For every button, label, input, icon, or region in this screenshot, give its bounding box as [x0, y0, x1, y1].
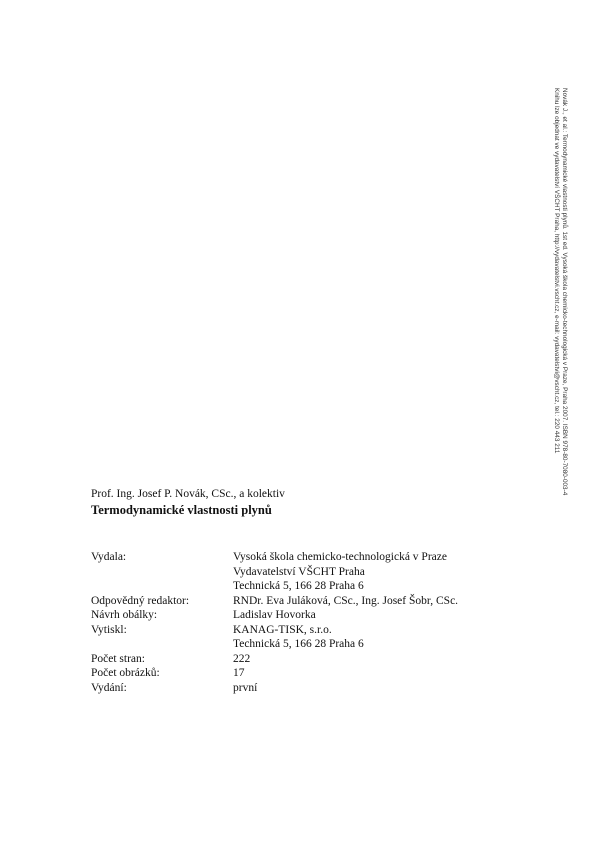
imprint-label: Návrh obálky:: [91, 609, 158, 621]
imprint-value: první: [233, 681, 258, 694]
book-author: Prof. Ing. Josef P. Novák, CSc., a kolektiv: [91, 488, 285, 500]
imprint-label: [91, 579, 233, 594]
imprint-value: Vysoká škola chemicko-technologická v Praze: [233, 551, 447, 563]
side-citation-note: [552, 88, 568, 495]
imprint-label: Vytiskl:: [91, 623, 127, 636]
imprint-row: [91, 565, 458, 580]
imprint-label: Počet obrázků:: [91, 667, 160, 679]
imprint-label: Odpovědný redaktor:: [91, 594, 190, 607]
imprint-table: [91, 550, 458, 695]
citation-line: Novák J., et al.: Termodynamické vlastnosti plynů. 1st ed. Vysoká škola chemicko-technologická v Praze, Praha 2007. ISBN 978-80-7080-003-4: [561, 88, 568, 496]
imprint-value: Technická 5, 166 28 Praha 6: [233, 580, 364, 592]
book-title: Termodynamické vlastnosti plynů: [91, 503, 272, 517]
imprint-row: [91, 579, 458, 594]
imprint-value: Ladislav Hovorka: [233, 609, 316, 621]
imprint-value: 17: [233, 667, 245, 679]
imprint-row: [91, 608, 458, 623]
imprint-row: [91, 652, 458, 667]
imprint-label: [91, 637, 233, 652]
imprint-row: [91, 666, 458, 681]
imprint-value: Technická 5, 166 28 Praha 6: [233, 638, 364, 650]
imprint-value: KANAG-TISK, s.r.o.: [233, 623, 332, 636]
imprint-value: 222: [233, 652, 251, 665]
imprint-value: Vydavatelství VŠCHT Praha: [233, 565, 365, 578]
imprint-row: [91, 637, 458, 652]
imprint-label: [91, 565, 233, 580]
imprint-value: RNDr. Eva Juláková, CSc., Ing. Josef Šobr, CSc.: [233, 594, 459, 607]
imprint-row: [91, 623, 458, 638]
imprint-label: Počet stran:: [91, 652, 145, 665]
imprint-row: [91, 550, 458, 565]
imprint-label: Vydání:: [91, 681, 127, 694]
imprint-label: Vydala:: [91, 551, 127, 563]
imprint-row: [91, 681, 458, 696]
ordering-info-line: Knihu lze objednat ve vydavatelství VŠCHT Praha, http://vydavatelstvi.vscht.cz, e-mail: vydavatelstvi@vscht.cz, tel.: 220 443 211: [553, 88, 560, 454]
imprint-row: [91, 594, 458, 609]
